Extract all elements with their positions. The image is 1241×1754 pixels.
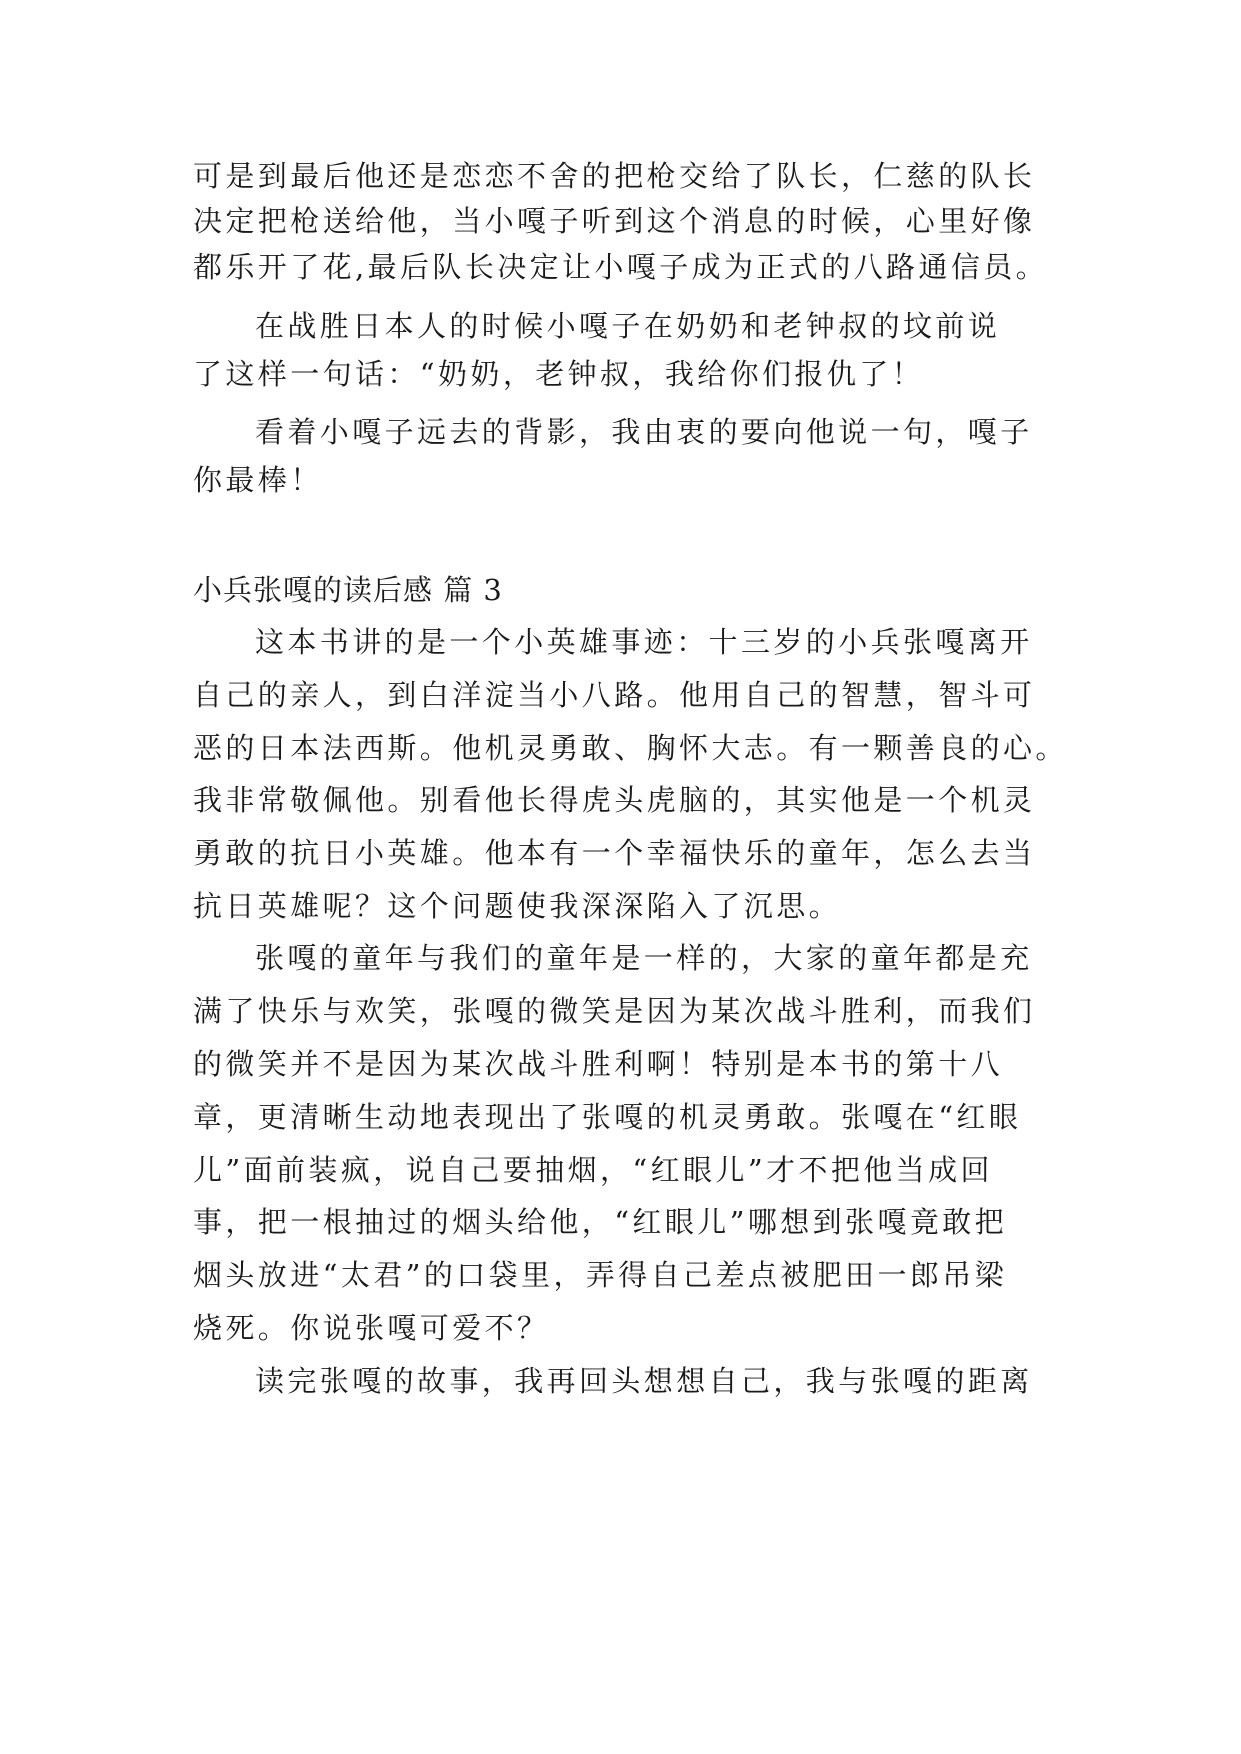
paragraph-line: 我非常敬佩他。别看他长得虎头虎脑的，其实他是一个机灵 (193, 783, 1036, 817)
paragraph-line: 恶的日本法西斯。他机灵勇敢、胸怀大志。有一颗善良的心。 (193, 731, 1068, 765)
paragraph-line: 勇敢的抗日小英雄。他本有一个幸福快乐的童年，怎么去当 (193, 836, 1036, 870)
paragraph-line: 在战胜日本人的时候小嘎子在奶奶和老钟叔的坟前说 (255, 309, 1001, 343)
paragraph-line: 张嘎的童年与我们的童年是一样的，大家的童年都是充 (255, 941, 1033, 975)
section-heading: 小兵张嘎的读后感 篇 3 (193, 573, 503, 607)
paragraph-line: 自己的亲人，到白洋淀当小八路。他用自己的智慧，智斗可 (193, 678, 1036, 712)
paragraph-line: 了这样一句话：“奶奶，老钟叔，我给你们报仇了！ (193, 357, 925, 391)
paragraph-line: 烧死。你说张嘎可爱不？ (193, 1311, 550, 1345)
paragraph-line: 你最棒！ (193, 463, 323, 497)
paragraph-line: 儿”面前装疯，说自己要抽烟，“红眼儿”才不把他当成回 (193, 1153, 993, 1187)
paragraph-line: 的微笑并不是因为某次战斗胜利啊！特别是本书的第十八 (193, 1047, 1004, 1081)
paragraph-line: 读完张嘎的故事，我再回头想想自己，我与张嘎的距离 (255, 1364, 1033, 1398)
paragraph-line: 事，把一根抽过的烟头给他，“红眼儿”哪想到张嘎竟敢把 (193, 1205, 1008, 1239)
paragraph-line: 决定把枪送给他，当小嘎子听到这个消息的时候，心里好像 (193, 204, 1036, 238)
paragraph-line: 可是到最后他还是恋恋不舍的把枪交给了队长，仁慈的队长 (193, 159, 1036, 193)
paragraph-line: 章，更清晰生动地表现出了张嘎的机灵勇敢。张嘎在“红眼 (193, 1100, 1022, 1134)
paragraph-line: 都乐开了花,最后队长决定让小嘎子成为正式的八路通信员。 (193, 250, 1049, 284)
paragraph-line: 烟头放进“太君”的口袋里，弄得自己差点被肥田一郎吊梁 (193, 1258, 1008, 1292)
paragraph-line: 满了快乐与欢笑，张嘎的微笑是因为某次战斗胜利，而我们 (193, 994, 1036, 1028)
paragraph-line: 抗日英雄呢？这个问题使我深深陷入了沉思。 (193, 889, 842, 923)
paragraph-line: 这本书讲的是一个小英雄事迹：十三岁的小兵张嘎离开 (255, 625, 1033, 659)
paragraph-line: 看着小嘎子远去的背影，我由衷的要向他说一句，嘎子 (255, 415, 1033, 449)
